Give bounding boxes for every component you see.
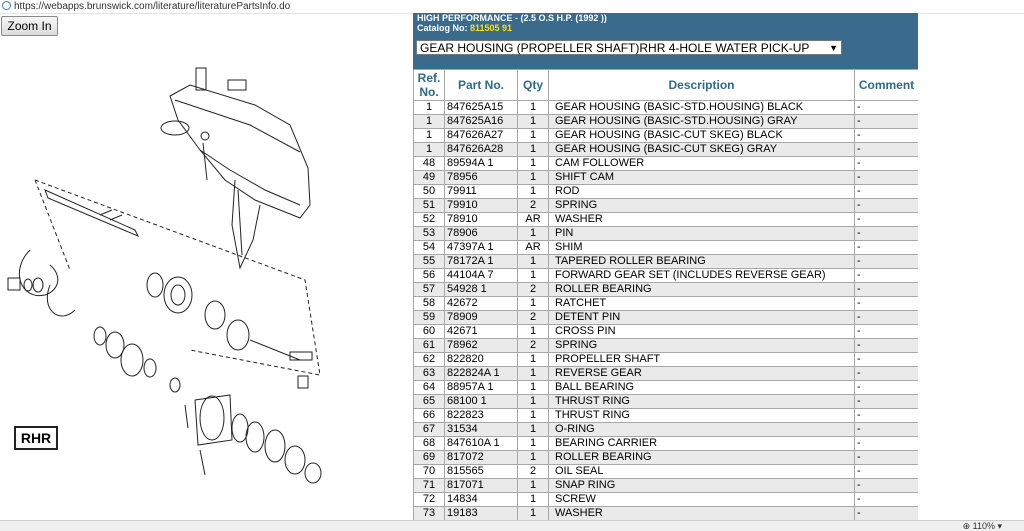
comment-cell: -: [855, 381, 919, 395]
comment-cell: -: [855, 283, 919, 297]
qty-cell: 1: [518, 493, 549, 507]
part-number-cell: 68100 1: [445, 395, 518, 409]
comment-cell: -: [855, 325, 919, 339]
table-row: [414, 199, 919, 213]
qty-cell: 1: [518, 143, 549, 157]
catalog-title: HIGH PERFORMANCE - (2.5 O.S H.P. (1992 )): [417, 13, 607, 23]
qty-cell: 1: [518, 157, 549, 171]
comment-cell: -: [855, 199, 919, 213]
comment-cell: -: [855, 185, 919, 199]
ref-cell: 54: [414, 241, 445, 255]
part-number-cell: 847625A16: [445, 115, 518, 129]
comment-cell: -: [855, 395, 919, 409]
comment-cell: -: [855, 241, 919, 255]
table-row: [414, 325, 919, 339]
ref-cell: 67: [414, 423, 445, 437]
comment-cell: -: [855, 101, 919, 115]
description-cell: PIN: [549, 227, 855, 241]
catalog-header: [413, 13, 918, 69]
description-cell: GEAR HOUSING (BASIC-CUT SKEG) BLACK: [549, 129, 855, 143]
qty-cell: 1: [518, 423, 549, 437]
table-row: [414, 227, 919, 241]
ref-cell: 66: [414, 409, 445, 423]
comment-cell: -: [855, 409, 919, 423]
description-cell: REVERSE GEAR: [549, 367, 855, 381]
ref-cell: 64: [414, 381, 445, 395]
table-row: [414, 493, 919, 507]
comment-cell: -: [855, 269, 919, 283]
table-row: [414, 269, 919, 283]
comment-cell: -: [855, 437, 919, 451]
ref-cell: 70: [414, 465, 445, 479]
part-number-cell: 42672: [445, 297, 518, 311]
comment-cell: -: [855, 423, 919, 437]
table-header-row: [414, 70, 919, 101]
parts-panel: [413, 13, 918, 520]
table-row: [414, 185, 919, 199]
description-cell: ROLLER BEARING: [549, 451, 855, 465]
description-cell: THRUST RING: [549, 395, 855, 409]
header-ref: Ref. No.: [414, 70, 445, 101]
table-row: [414, 297, 919, 311]
table-row: [414, 423, 919, 437]
qty-cell: 2: [518, 465, 549, 479]
part-number-cell: 847610A 1: [445, 437, 518, 451]
qty-cell: 2: [518, 339, 549, 353]
description-cell: SPRING: [549, 199, 855, 213]
url-text: https://webapps.brunswick.com/literature/literaturePartsInfo.do: [14, 1, 291, 12]
description-cell: BALL BEARING: [549, 381, 855, 395]
description-cell: CROSS PIN: [549, 325, 855, 339]
comment-cell: -: [855, 479, 919, 493]
part-number-cell: 847626A27: [445, 129, 518, 143]
table-row: [414, 339, 919, 353]
description-cell: GEAR HOUSING (BASIC-STD.HOUSING) GRAY: [549, 115, 855, 129]
ref-cell: 55: [414, 255, 445, 269]
comment-cell: -: [855, 157, 919, 171]
ref-cell: 1: [414, 129, 445, 143]
ref-cell: 69: [414, 451, 445, 465]
table-row: [414, 353, 919, 367]
table-row: [414, 479, 919, 493]
part-number-cell: 79910: [445, 199, 518, 213]
comment-cell: -: [855, 255, 919, 269]
table-row: [414, 213, 919, 227]
part-number-cell: 78909: [445, 311, 518, 325]
zoom-level[interactable]: ⊕ 110% ▾: [962, 521, 1002, 531]
header-comment: Comment: [855, 70, 919, 101]
part-number-cell: 31534: [445, 423, 518, 437]
qty-cell: 2: [518, 283, 549, 297]
ref-cell: 63: [414, 367, 445, 381]
section-select[interactable]: [416, 40, 842, 55]
comment-cell: -: [855, 311, 919, 325]
comment-cell: -: [855, 129, 919, 143]
description-cell: ROLLER BEARING: [549, 283, 855, 297]
part-number-cell: 89594A 1: [445, 157, 518, 171]
table-row: [414, 101, 919, 115]
status-bar: [0, 520, 1024, 531]
part-number-cell: 78906: [445, 227, 518, 241]
qty-cell: 1: [518, 227, 549, 241]
part-number-cell: 14834: [445, 493, 518, 507]
qty-cell: 1: [518, 409, 549, 423]
table-row: [414, 115, 919, 129]
description-cell: WASHER: [549, 507, 855, 521]
qty-cell: 1: [518, 367, 549, 381]
comment-cell: -: [855, 367, 919, 381]
section-select-value: GEAR HOUSING (PROPELLER SHAFT)RHR 4-HOLE WATER PICK-UP: [420, 41, 810, 55]
comment-cell: -: [855, 171, 919, 185]
qty-cell: 1: [518, 255, 549, 269]
description-cell: TAPERED ROLLER BEARING: [549, 255, 855, 269]
ref-cell: 62: [414, 353, 445, 367]
part-number-cell: 19183: [445, 507, 518, 521]
catalog-label: Catalog No:: [417, 23, 468, 33]
part-number-cell: 822820: [445, 353, 518, 367]
comment-cell: -: [855, 143, 919, 157]
header-qty: Qty: [518, 70, 549, 101]
part-number-cell: 88957A 1: [445, 381, 518, 395]
table-row: [414, 311, 919, 325]
qty-cell: 1: [518, 185, 549, 199]
part-number-cell: 44104A 7: [445, 269, 518, 283]
zoom-level-value: 110%: [972, 521, 995, 531]
qty-cell: 1: [518, 297, 549, 311]
comment-cell: -: [855, 297, 919, 311]
description-cell: GEAR HOUSING (BASIC-CUT SKEG) GRAY: [549, 143, 855, 157]
qty-cell: 1: [518, 381, 549, 395]
ref-cell: 49: [414, 171, 445, 185]
qty-cell: AR: [518, 213, 549, 227]
description-cell: GEAR HOUSING (BASIC-STD.HOUSING) BLACK: [549, 101, 855, 115]
ref-cell: 72: [414, 493, 445, 507]
part-number-cell: 78172A 1: [445, 255, 518, 269]
ref-cell: 60: [414, 325, 445, 339]
comment-cell: -: [855, 465, 919, 479]
part-number-cell: 78910: [445, 213, 518, 227]
qty-cell: 1: [518, 171, 549, 185]
catalog-number-line: [417, 23, 512, 33]
chevron-down-icon[interactable]: ▼: [829, 43, 838, 53]
description-cell: DETENT PIN: [549, 311, 855, 325]
table-row: [414, 367, 919, 381]
qty-cell: 1: [518, 507, 549, 521]
description-cell: SHIM: [549, 241, 855, 255]
description-cell: ROD: [549, 185, 855, 199]
header-description: Description: [549, 70, 855, 101]
comment-cell: -: [855, 227, 919, 241]
ref-cell: 1: [414, 143, 445, 157]
qty-cell: 1: [518, 325, 549, 339]
qty-cell: 2: [518, 199, 549, 213]
qty-cell: 1: [518, 437, 549, 451]
qty-cell: 1: [518, 101, 549, 115]
rhr-label: RHR: [14, 426, 58, 450]
ref-cell: 53: [414, 227, 445, 241]
zoom-in-button[interactable]: Zoom In: [1, 16, 58, 36]
ref-cell: 65: [414, 395, 445, 409]
ref-cell: 61: [414, 339, 445, 353]
description-cell: FORWARD GEAR SET (INCLUDES REVERSE GEAR): [549, 269, 855, 283]
ref-cell: 68: [414, 437, 445, 451]
table-row: [414, 507, 919, 521]
qty-cell: 1: [518, 395, 549, 409]
description-cell: PROPELLER SHAFT: [549, 353, 855, 367]
part-number-cell: 79911: [445, 185, 518, 199]
comment-cell: -: [855, 507, 919, 521]
table-row: [414, 241, 919, 255]
ref-cell: 52: [414, 213, 445, 227]
comment-cell: -: [855, 451, 919, 465]
part-number-cell: 78956: [445, 171, 518, 185]
part-number-cell: 847625A15: [445, 101, 518, 115]
part-number-cell: 54928 1: [445, 283, 518, 297]
part-number-cell: 47397A 1: [445, 241, 518, 255]
description-cell: SPRING: [549, 339, 855, 353]
table-row: [414, 395, 919, 409]
description-cell: RATCHET: [549, 297, 855, 311]
description-cell: SNAP RING: [549, 479, 855, 493]
table-row: [414, 409, 919, 423]
table-row: [414, 143, 919, 157]
part-number-cell: 817072: [445, 451, 518, 465]
ref-cell: 73: [414, 507, 445, 521]
ref-cell: 51: [414, 199, 445, 213]
table-row: [414, 129, 919, 143]
exploded-view-diagram: [0, 40, 408, 510]
table-row: [414, 451, 919, 465]
comment-cell: -: [855, 493, 919, 507]
description-cell: WASHER: [549, 213, 855, 227]
ref-cell: 71: [414, 479, 445, 493]
qty-cell: 1: [518, 353, 549, 367]
ref-cell: 50: [414, 185, 445, 199]
part-number-cell: 817071: [445, 479, 518, 493]
qty-cell: 1: [518, 451, 549, 465]
ref-cell: 1: [414, 101, 445, 115]
ref-cell: 48: [414, 157, 445, 171]
ref-cell: 56: [414, 269, 445, 283]
globe-icon: [2, 1, 11, 10]
qty-cell: 2: [518, 311, 549, 325]
catalog-number: 811505 91: [470, 23, 513, 33]
description-cell: OIL SEAL: [549, 465, 855, 479]
qty-cell: 1: [518, 115, 549, 129]
description-cell: BEARING CARRIER: [549, 437, 855, 451]
qty-cell: AR: [518, 241, 549, 255]
description-cell: CAM FOLLOWER: [549, 157, 855, 171]
table-row: [414, 255, 919, 269]
table-row: [414, 283, 919, 297]
table-row: [414, 381, 919, 395]
part-number-cell: 42671: [445, 325, 518, 339]
address-bar[interactable]: [0, 0, 1024, 14]
comment-cell: -: [855, 353, 919, 367]
description-cell: SHIFT CAM: [549, 171, 855, 185]
table-row: [414, 437, 919, 451]
table-row: [414, 157, 919, 171]
parts-table: [413, 69, 918, 520]
part-number-cell: 822823: [445, 409, 518, 423]
ref-cell: 1: [414, 115, 445, 129]
ref-cell: 59: [414, 311, 445, 325]
part-number-cell: 815565: [445, 465, 518, 479]
description-cell: SCREW: [549, 493, 855, 507]
description-cell: O-RING: [549, 423, 855, 437]
ref-cell: 57: [414, 283, 445, 297]
part-number-cell: 847626A28: [445, 143, 518, 157]
description-cell: THRUST RING: [549, 409, 855, 423]
part-number-cell: 78962: [445, 339, 518, 353]
part-number-cell: 822824A 1: [445, 367, 518, 381]
table-row: [414, 171, 919, 185]
header-part: Part No.: [445, 70, 518, 101]
table-row: [414, 465, 919, 479]
comment-cell: -: [855, 115, 919, 129]
ref-cell: 58: [414, 297, 445, 311]
parts-diagram: [0, 40, 408, 510]
qty-cell: 1: [518, 129, 549, 143]
qty-cell: 1: [518, 269, 549, 283]
qty-cell: 1: [518, 479, 549, 493]
comment-cell: -: [855, 213, 919, 227]
comment-cell: -: [855, 339, 919, 353]
